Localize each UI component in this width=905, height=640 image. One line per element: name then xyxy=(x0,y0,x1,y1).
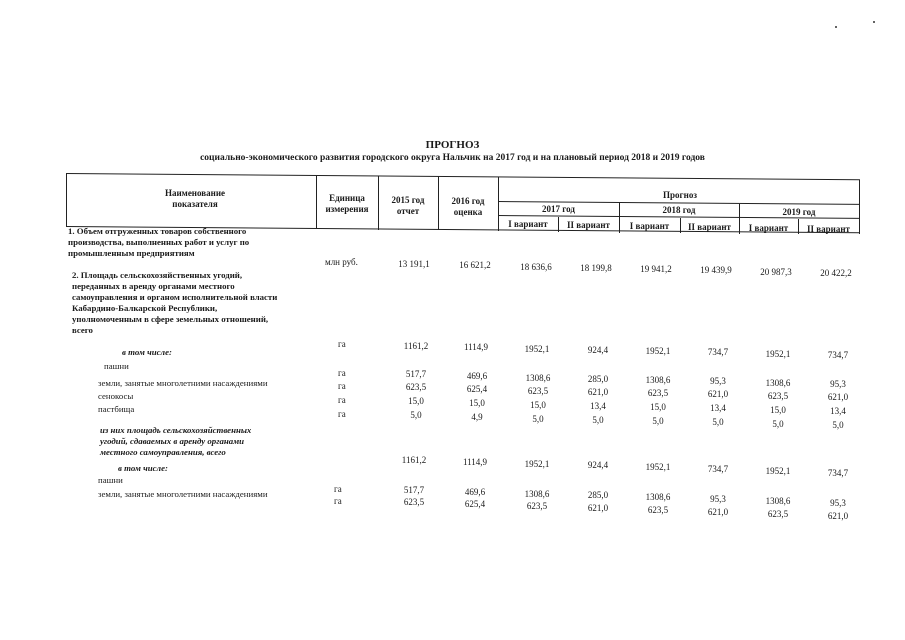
row-9-value: 95,3 xyxy=(830,498,846,508)
row-4-value: 621,0 xyxy=(707,389,729,399)
row-10-value: 623,5 xyxy=(767,509,789,519)
row-7-value: 1161,2 xyxy=(401,455,427,465)
row-9-value: 285,0 xyxy=(587,490,609,500)
header-top-border xyxy=(66,173,860,180)
header-2019-v1: I вариант xyxy=(748,223,789,233)
header-right-border xyxy=(859,180,860,234)
row-1-label-line: переданных в аренду органами местного xyxy=(72,281,235,291)
row-6-value: 5,0 xyxy=(532,414,544,424)
row-10-label: земли, занятые многолетними насаждениями xyxy=(98,489,268,499)
row-10-value: 623,5 xyxy=(647,505,669,515)
row-6-value: 5,0 xyxy=(592,415,604,425)
header-forecast: Прогноз xyxy=(663,190,697,200)
row-1-label-line: уполномоченным в сфере земельных отношений, xyxy=(72,314,269,324)
header-2016-line2: оценка xyxy=(453,207,483,217)
row-4-value: 621,0 xyxy=(827,392,849,402)
row-0-label xyxy=(68,226,249,259)
row-5-value: 13,4 xyxy=(590,401,606,411)
header-2015-line1: 2015 год xyxy=(391,195,425,205)
header-name-line2: показателя xyxy=(172,199,218,209)
row-9-value: 1308,6 xyxy=(645,492,671,502)
row-4-value: 623,5 xyxy=(767,391,789,401)
row-0-label-line: производства, выполненных работ и услуг по xyxy=(68,237,250,247)
row-4-value: 623,5 xyxy=(405,382,427,392)
row-2-label: в том числе: xyxy=(122,347,172,357)
row-9-value: 1308,6 xyxy=(524,489,550,499)
row-7-value: 1114,9 xyxy=(462,457,488,467)
header-name-line1: Наименование xyxy=(165,188,225,198)
row-0-value: 19 439,9 xyxy=(700,265,732,275)
header-left-border xyxy=(66,173,67,227)
header-2016 xyxy=(438,196,498,218)
row-6-value: 5,0 xyxy=(652,416,664,426)
header-2015 xyxy=(378,195,438,217)
row-5-value: 15,0 xyxy=(650,402,666,412)
row-10-value: 621,0 xyxy=(827,511,849,521)
row-7-label-line: из них площадь сельскохозяйственных xyxy=(100,425,252,435)
row-0-value: 20 422,2 xyxy=(820,268,852,278)
row-3-label: пашни xyxy=(104,361,129,371)
row-0-value: 20 987,3 xyxy=(760,267,792,277)
row-1-label xyxy=(72,270,277,336)
row-1-value: 1161,2 xyxy=(403,341,429,351)
header-unit-line1: Единица xyxy=(329,193,365,203)
row-7-value: 1952,1 xyxy=(765,466,791,476)
row-0-value: 16 621,2 xyxy=(459,260,491,270)
row-9-unit: га xyxy=(334,484,342,494)
row-6-unit: га xyxy=(338,409,346,419)
row-4-unit: га xyxy=(338,381,346,391)
row-5-unit: га xyxy=(338,395,346,405)
header-2018: 2018 год xyxy=(662,205,696,215)
row-3-value: 95,3 xyxy=(830,379,846,389)
row-9-value: 517,7 xyxy=(403,485,425,495)
row-1-unit: га xyxy=(338,339,346,349)
row-1-label-line: Кабардино-Балкарской Республики, xyxy=(72,303,218,313)
row-3-value: 1308,6 xyxy=(765,378,791,388)
row-9-value: 1308,6 xyxy=(765,496,791,506)
row-3-value: 1308,6 xyxy=(645,375,671,385)
row-6-value: 4,9 xyxy=(471,412,483,422)
scan-speck xyxy=(835,26,837,28)
row-6-value: 5,0 xyxy=(772,419,784,429)
row-0-value: 13 191,1 xyxy=(398,259,430,269)
row-0-label-line: 1. Объем отгруженных товаров собственного xyxy=(68,226,247,236)
row-7-label xyxy=(100,425,251,458)
header-2017-v2: II вариант xyxy=(567,220,610,230)
row-6-label: пастбища xyxy=(98,404,135,414)
row-4-value: 621,0 xyxy=(587,387,609,397)
row-7-value: 924,4 xyxy=(587,460,609,470)
row-5-value: 15,0 xyxy=(408,396,424,406)
row-3-value: 469,6 xyxy=(466,371,488,381)
document-title: ПРОГНОЗ xyxy=(425,139,480,151)
row-3-value: 285,0 xyxy=(587,374,609,384)
row-6-value: 5,0 xyxy=(832,420,844,430)
row-7-value: 734,7 xyxy=(707,464,729,474)
row-3-value: 517,7 xyxy=(405,369,427,379)
row-7-value: 734,7 xyxy=(827,468,849,478)
row-1-value: 924,4 xyxy=(587,345,609,355)
row-3-value: 1308,6 xyxy=(525,373,551,383)
row-10-value: 625,4 xyxy=(464,499,486,509)
header-2017: 2017 год xyxy=(542,204,575,214)
row-9-value: 469,6 xyxy=(464,487,486,497)
row-0-value: 18 199,8 xyxy=(580,263,612,273)
row-5-value: 15,0 xyxy=(530,400,546,410)
row-0-label-line: промышленным предприятиям xyxy=(68,248,195,258)
row-1-value: 1952,1 xyxy=(524,344,550,354)
row-1-value: 734,7 xyxy=(827,350,849,360)
row-5-value: 15,0 xyxy=(770,405,786,415)
row-3-unit: га xyxy=(338,368,346,378)
row-0-value: 18 636,6 xyxy=(520,262,552,272)
row-10-unit: га xyxy=(334,496,342,506)
row-4-label: земли, занятые многолетними насаждениями xyxy=(98,378,268,388)
row-7-value: 1952,1 xyxy=(645,462,671,472)
row-5-value: 13,4 xyxy=(830,406,846,416)
row-8-label: в том числе: xyxy=(118,463,168,473)
row-9-label: пашни xyxy=(98,475,123,485)
row-4-value: 623,5 xyxy=(527,386,549,396)
header-2016-line1: 2016 год xyxy=(451,196,485,206)
row-5-label: сенокосы xyxy=(98,391,134,401)
row-0-unit: млн руб. xyxy=(325,257,358,267)
header-name xyxy=(140,188,250,210)
row-10-value: 621,0 xyxy=(587,503,609,513)
header-2018-v2: II вариант xyxy=(688,222,731,232)
row-1-label-line: всего xyxy=(72,325,93,335)
row-10-value: 623,5 xyxy=(526,501,548,511)
row-1-value: 1952,1 xyxy=(765,349,791,359)
header-2019-v2: II вариант xyxy=(807,224,850,234)
row-4-value: 623,5 xyxy=(647,388,669,398)
row-1-value: 1952,1 xyxy=(645,346,671,356)
row-6-value: 5,0 xyxy=(410,410,422,420)
header-2017-v1: I вариант xyxy=(508,219,548,229)
row-0-value: 19 941,2 xyxy=(640,264,672,274)
scan-speck xyxy=(873,21,875,23)
row-1-label-line: 2. Площадь сельскохозяйственных угодий, xyxy=(72,270,243,280)
row-3-value: 95,3 xyxy=(710,376,726,386)
header-unit-line2: измерения xyxy=(325,204,369,214)
header-2019: 2019 год xyxy=(782,207,816,217)
row-9-value: 95,3 xyxy=(710,494,726,504)
row-5-value: 13,4 xyxy=(710,403,726,413)
row-6-value: 5,0 xyxy=(712,417,724,427)
header-unit xyxy=(316,193,378,215)
row-1-label-line: самоуправления и органом исполнительной власти xyxy=(72,292,278,302)
row-7-value: 1952,1 xyxy=(524,459,550,469)
row-7-label-line: местного самоуправления, всего xyxy=(100,447,226,457)
row-5-value: 15,0 xyxy=(469,398,485,408)
row-7-label-line: угодий, сдаваемых в аренду органами xyxy=(100,436,245,446)
header-2018-v1: I вариант xyxy=(629,221,670,231)
row-1-value: 1114,9 xyxy=(463,342,489,352)
row-10-value: 621,0 xyxy=(707,507,729,517)
row-10-value: 623,5 xyxy=(403,497,425,507)
header-2015-line2: отчет xyxy=(396,206,420,216)
row-1-value: 734,7 xyxy=(707,347,729,357)
document-subtitle: социально-экономического развития городского округа Нальчик на 2017 год и на плановый период 2018 и 2019 годов xyxy=(200,153,705,163)
row-4-value: 625,4 xyxy=(466,384,488,394)
